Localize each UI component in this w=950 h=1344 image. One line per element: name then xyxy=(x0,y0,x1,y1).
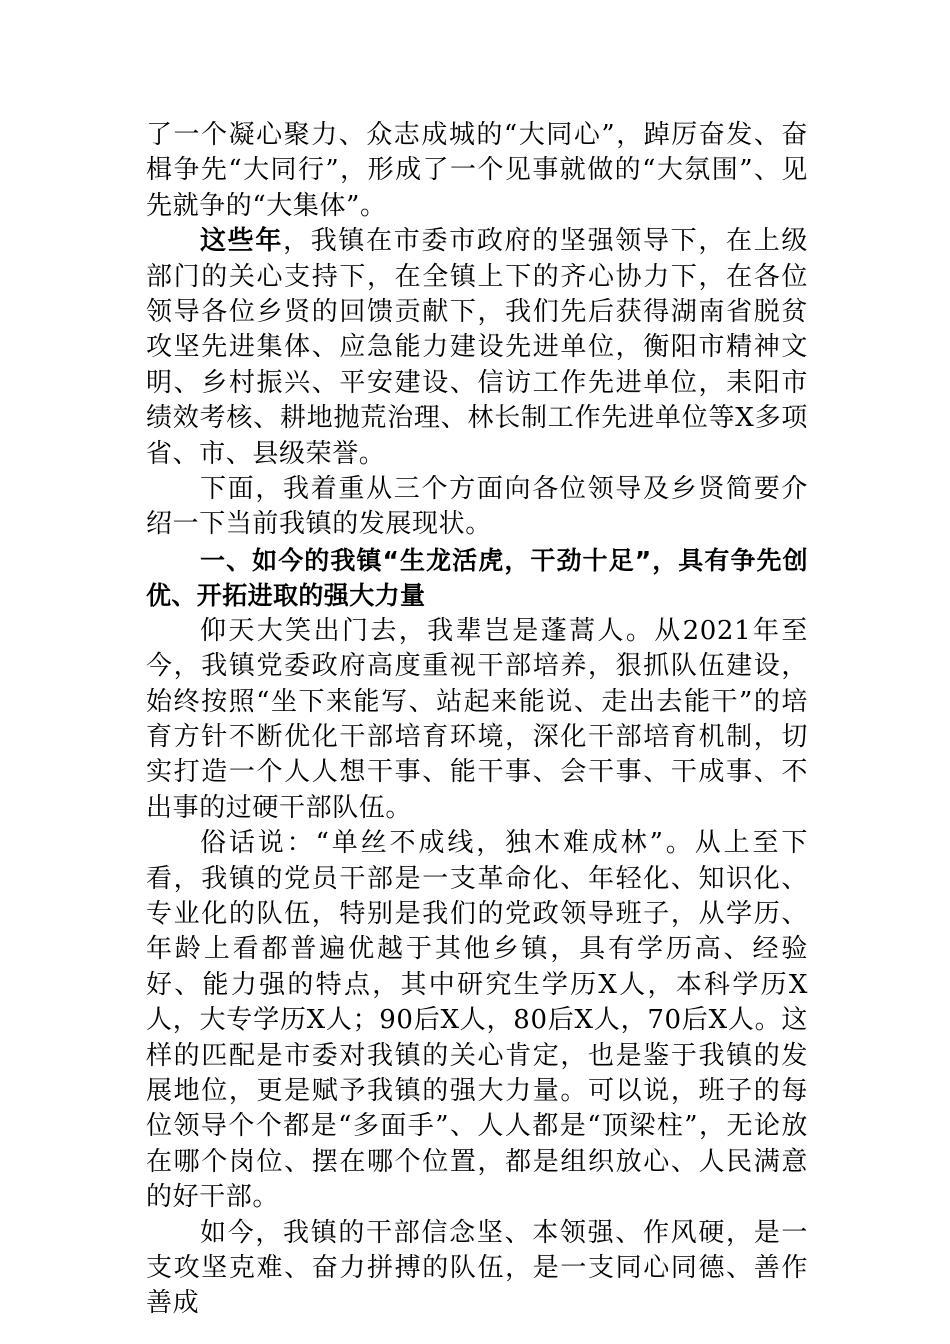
document-page xyxy=(146,118,808,1322)
paragraph-leadership-team: 俗话说：“单丝不成线，独木难成林”。从上至下看，我镇的党员干部是一支革命化、年轻化、知识化、专业化的队伍，特别是我们的党政领导班子，从学历、年龄上看都普遍优越于其他乡镇，具有学历高、经验好、能力强的特点，其中研究生学历X人，本科学历X人，大专学历X人；90后X人，80后X人，70后X人。这样的匹配是市委对我镇的关心肯定，也是鉴于我镇的发展地位，更是赋予我镇的强大力量。可以说，班子的每位领导个个都是“多面手”、人人都是“顶梁柱”，无论放在哪个岗位、摆在哪个位置，都是组织放心、人民满意的好干部。 xyxy=(146,828,808,1213)
paragraph-continuation: 了一个凝心聚力、众志成城的“大同心”，踔厉奋发、奋楫争先“大同行”，形成了一个见事就做的“大氛围”、见先就争的“大集体”。 xyxy=(146,120,808,221)
paragraph-cadre-training: 仰天大笑出门去，我辈岂是蓬蒿人。从2021年至今，我镇党委政府高度重视干部培养，狠抓队伍建设，始终按照“坐下来能写、站起来能说、走出去能干”的培育方针不断优化干部培育环境，深化干部培育机制，切实打造一个人人想干事、能干事、会干事、干成事、不出事的过硬干部队伍。 xyxy=(146,615,808,823)
paragraph-lead-bold: 这些年 xyxy=(200,226,284,257)
paragraph-cadre-quality: 如今，我镇的干部信念坚、本领强、作风硬，是一支攻坚克难、奋力拼搏的队伍，是一支同心同德、善作善成 xyxy=(146,1217,808,1319)
paragraph-achievements xyxy=(146,224,808,472)
paragraph-intro: 下面，我着重从三个方面向各位领导及乡贤简要介绍一下当前我镇的发展现状。 xyxy=(146,474,808,540)
section-heading-1: 一、如今的我镇“生龙活虎，干劲十足”，具有争先创优、开拓进取的强大力量 xyxy=(146,545,808,611)
paragraph-achievements-text: ，我镇在市委市政府的坚强领导下，在上级部门的关心支持下，在全镇上下的齐心协力下，在各位领导各位乡贤的回馈贡献下，我们先后获得湖南省脱贫攻坚先进集体、应急能力建设先进单位，衡阳市精神文明、乡村振兴、平安建设、信访工作先进单位，耒阳市绩效考核、耕地抛荒治理、林长制工作先进单位等X多项省、市、县级荣誉。 xyxy=(146,226,808,469)
